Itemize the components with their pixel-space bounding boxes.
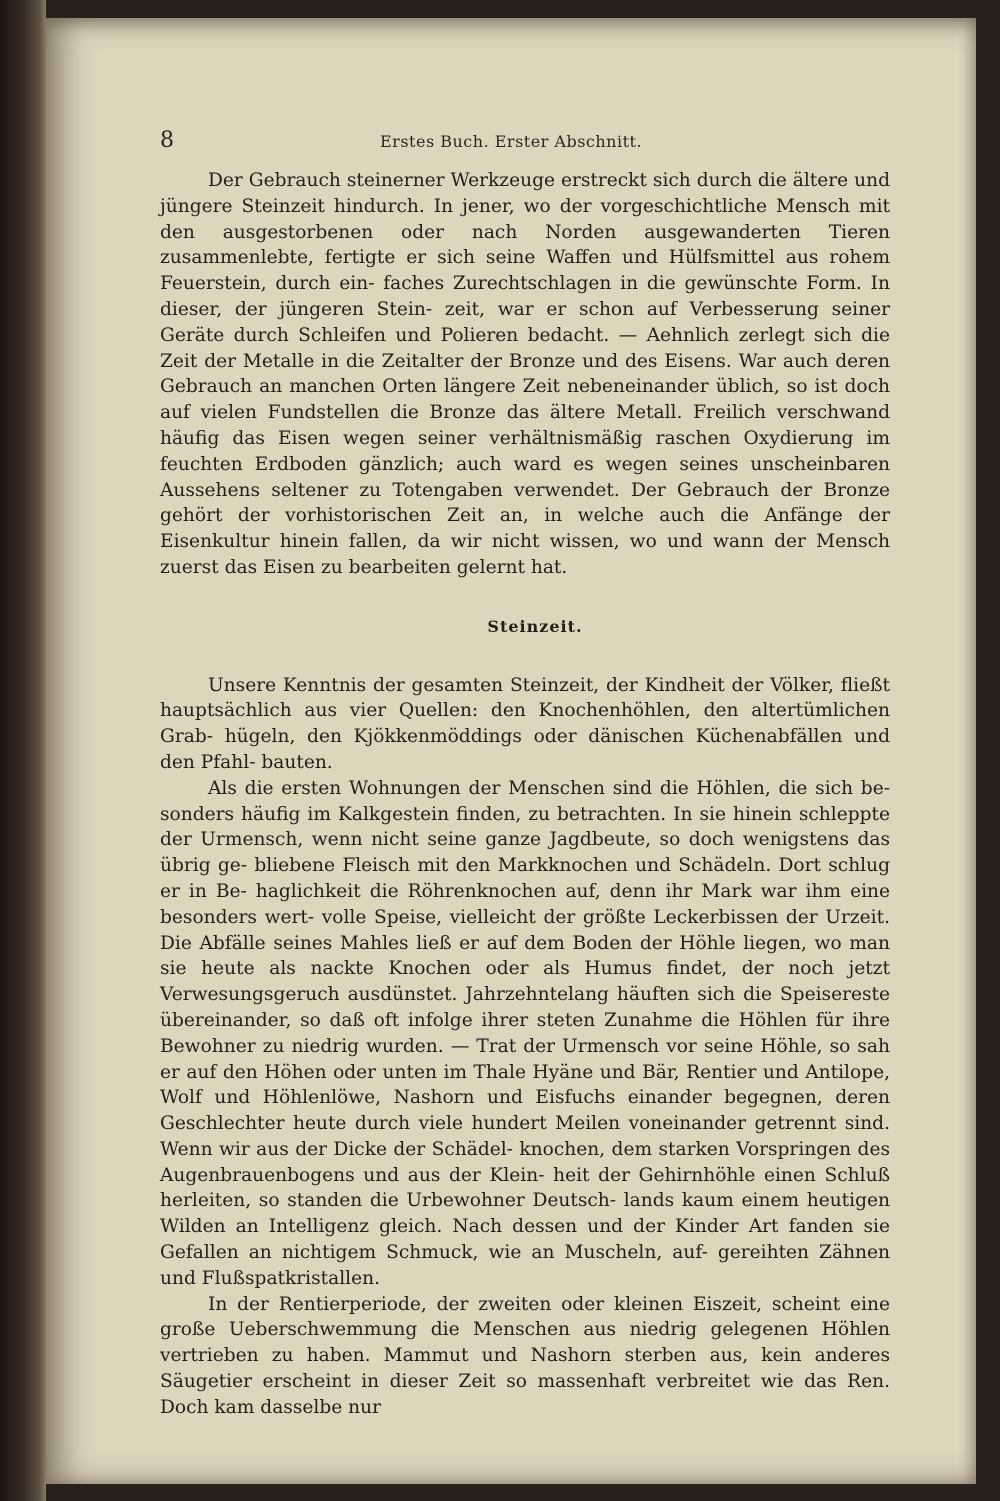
paragraph-reindeer-period: In der Rentierperiode, der zweiten oder kleinen Eiszeit, scheint eine große Ueberschwemmung die Menschen aus niedrig gelegenen Höhlen vertrieben zu haben. Mammut und Nashorn sterben aus, kein anderes Säugetier erscheint in dieser Zeit so massenhaft verbreitet wie das Ren. Doch kam dasselbe nur: [160, 1293, 890, 1418]
page-body: [160, 168, 890, 1421]
paragraph-caves: Als die ersten Wohnungen der Menschen sind die Höhlen, die sich be- sonders häufig im Kalkgestein finden, zu betrachten. In sie hinein schleppte der Urmensch, wenn nicht seine ganze Jagdbeute, so doch wenigstens das übrig ge- bliebene Fleisch mit den Markknochen und Schädeln. Dort schlug er in Be- haglichkeit die Röhrenknochen auf, denn ihr Mark war ihm eine besonders wert- volle Speise, vielleicht der größte Leckerbissen der Urzeit. Die Abfälle seines Mahles ließ er auf dem Boden der Höhle liegen, wo man sie heute als nackte Knochen oder als Humus findet, der noch jetzt Verwesungsgeruch ausdünstet. Jahrzehntelang häuften sich die Speisereste übereinander, so daß oft infolge ihrer steten Zunahme die Höhlen für ihre Bewohner zu niedrig wurden. — Trat der Urmensch vor seine Höhle, so sah er auf den Höhen oder unten im Thale Hyäne und Bär, Rentier und Antilope, Wolf und Höhlenlöwe, Nashorn und Eisfuchs einander begegnen, deren Geschlechter heute durch viele hundert Meilen voneinander getrennt sind. Wenn wir aus der Dicke der Schädel- knochen, dem starken Vorspringen des Augenbrauenbogens und aus der Klein- heit der Gehirnhöhle einen Schluß herleiten, so standen die Urbewohner Deutsch- lands kaum einem heutigen Wilden an Intelligenz gleich. Nach dessen und der Kinder Art fanden sie Gefallen an nichtigem Schmuck, wie an Muscheln, auf- gereihten Zähnen und Flußspatkristallen.: [160, 777, 890, 1289]
page-header: [160, 118, 720, 162]
paragraph-sources: Unsere Kenntnis der gesamten Steinzeit, der Kindheit der Völker, fließt hauptsächlich aus vier Quellen: den Knochenhöhlen, den altertümlichen Grab- hügeln, den Kjökkenmöddings oder dänischen Küchenabfällen und den Pfahl- bauten.: [160, 674, 890, 773]
running-head: Erstes Buch. Erster Abschnitt.: [380, 132, 643, 151]
section-heading: Steinzeit.: [487, 616, 583, 636]
book-binding-edge: [0, 0, 46, 1501]
page-number: 8: [160, 128, 174, 153]
paragraph-tools-ages: Der Gebrauch steinerner Werkzeuge erstreckt sich durch die ältere und jüngere Steinzeit hindurch. In jener, wo der vorgeschichtliche Mensch mit den ausgestorbenen oder nach Norden ausgewanderten Tieren zusammenlebte, fertigte er sich seine Waffen und Hülfsmittel aus rohem Feuerstein, durch ein- faches Zurechtschlagen in die gewünschte Form. In dieser, der jüngeren Stein- zeit, war er schon auf Verbesserung seiner Geräte durch Schleifen und Polieren bedacht. — Aehnlich zerlegt sich die Zeit der Metalle in die Zeitalter der Bronze und des Eisens. War auch deren Gebrauch an manchen Orten längere Zeit nebeneinander üblich, so ist doch auf vielen Fundstellen die Bronze das ältere Metall. Freilich verschwand häufig das Eisen wegen seiner verhältnismäßig raschen Oxydierung im feuchten Erdboden gänzlich; auch ward es wegen seines unscheinbaren Aussehens seltener zu Totengaben verwendet. Der Gebrauch der Bronze gehört der vorhistorischen Zeit an, in welche auch die Anfänge der Eisenkultur hinein fallen, da wir nicht wissen, wo und wann der Mensch zuerst das Eisen zu bearbeiten gelernt hat.: [160, 170, 890, 578]
